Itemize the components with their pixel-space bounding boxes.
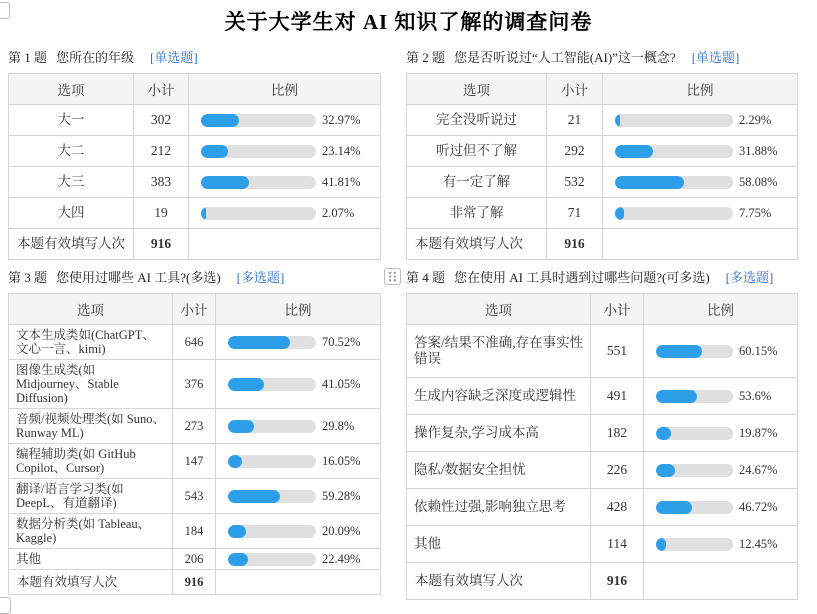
- column-header-ratio: 比例: [644, 294, 798, 325]
- question-section-3: [8, 268, 381, 595]
- table-header-row: [407, 294, 798, 325]
- ratio-cell: [216, 479, 381, 514]
- option-label: 大三: [9, 167, 134, 198]
- ratio-bar-fill: [228, 553, 248, 566]
- ratio-bar-fill: [656, 390, 697, 403]
- option-count: 21: [547, 105, 603, 136]
- table-row: [407, 198, 798, 229]
- ratio-cell: [603, 167, 798, 198]
- table-footer-row: [407, 229, 798, 260]
- table-row: [9, 360, 381, 409]
- ratio-cell: [644, 415, 798, 452]
- option-label: 操作复杂,学习成本高: [407, 415, 591, 452]
- percent-label: 22.49%: [322, 552, 361, 566]
- column-header-ratio: 比例: [216, 294, 381, 325]
- question-type-link[interactable]: [单选题]: [691, 50, 740, 65]
- table-header-row: [9, 74, 381, 105]
- ratio-bar-fill: [615, 176, 684, 189]
- question-type-link[interactable]: [多选题]: [236, 270, 285, 285]
- ratio-bar-track: [201, 145, 316, 158]
- table-row: [9, 479, 381, 514]
- ratio-bar-fill: [656, 501, 692, 514]
- ratio-bar-fill: [228, 490, 280, 503]
- option-label: 大二: [9, 136, 134, 167]
- option-count: 114: [591, 526, 644, 563]
- option-label: 依赖性过强,影响独立思考: [407, 489, 591, 526]
- option-label: 数据分析类(如 Tableau、Kaggle): [9, 514, 173, 549]
- ratio-cell: [644, 325, 798, 378]
- empty-cell: [189, 229, 381, 260]
- option-count: 646: [173, 325, 216, 360]
- table-row: [9, 105, 381, 136]
- option-label: 非常了解: [407, 198, 547, 229]
- ratio-cell: [216, 409, 381, 444]
- empty-cell: [644, 563, 798, 600]
- question-type-link[interactable]: [多选题]: [725, 270, 774, 285]
- percent-label: 16.05%: [322, 454, 361, 468]
- option-count: 532: [547, 167, 603, 198]
- ratio-bar-track: [228, 490, 316, 503]
- table-row: [9, 444, 381, 479]
- percent-label: 2.29%: [739, 113, 772, 127]
- table-row: [9, 136, 381, 167]
- option-label: 完全没听说过: [407, 105, 547, 136]
- ratio-bar-fill: [656, 427, 671, 440]
- column-header-ratio: 比例: [189, 74, 381, 105]
- option-count: 383: [134, 167, 189, 198]
- ratio-bar-fill: [228, 378, 264, 391]
- percent-label: 46.72%: [739, 500, 778, 514]
- option-label: 答案/结果不准确,存在事实性错误: [407, 325, 591, 378]
- percent-label: 32.97%: [322, 113, 361, 127]
- percent-label: 31.88%: [739, 144, 778, 158]
- option-count: 292: [547, 136, 603, 167]
- ratio-cell: [644, 378, 798, 415]
- table-row: [9, 198, 381, 229]
- drag-handle-icon[interactable]: [0, 597, 11, 614]
- table-row: [407, 167, 798, 198]
- ratio-bar-track: [201, 207, 316, 220]
- percent-label: 60.15%: [739, 344, 778, 358]
- ratio-bar-track: [228, 378, 316, 391]
- question-section-1: [8, 48, 381, 260]
- question-title: 您使用过哪些 AI 工具?(多选): [56, 270, 221, 285]
- ratio-bar-track: [228, 525, 316, 538]
- valid-responses-label: 本题有效填写人次: [9, 570, 173, 595]
- table-row: [407, 378, 798, 415]
- percent-label: 12.45%: [739, 537, 778, 551]
- ratio-bar-track: [656, 538, 733, 551]
- option-label: 大一: [9, 105, 134, 136]
- drag-handle-icon[interactable]: [384, 268, 401, 285]
- ratio-bar-fill: [201, 207, 206, 220]
- option-count: 543: [173, 479, 216, 514]
- ratio-bar-fill: [656, 464, 675, 477]
- percent-label: 19.87%: [739, 426, 778, 440]
- ratio-cell: [216, 514, 381, 549]
- option-count: 147: [173, 444, 216, 479]
- column-header-option: 选项: [9, 294, 173, 325]
- question-header: [8, 268, 381, 288]
- ratio-bar-fill: [615, 145, 653, 158]
- option-label: 生成内容缺乏深度或逻辑性: [407, 378, 591, 415]
- empty-cell: [216, 570, 381, 595]
- option-label: 其他: [407, 526, 591, 563]
- column-header-option: 选项: [407, 294, 591, 325]
- option-count: 428: [591, 489, 644, 526]
- ratio-bar-fill: [656, 538, 666, 551]
- percent-label: 24.67%: [739, 463, 778, 477]
- ratio-cell: [216, 360, 381, 409]
- valid-responses-label: 本题有效填写人次: [407, 563, 591, 600]
- ratio-cell: [644, 452, 798, 489]
- ratio-bar-track: [615, 145, 733, 158]
- valid-responses-count: 916: [547, 229, 603, 260]
- ratio-bar-fill: [656, 345, 702, 358]
- percent-label: 20.09%: [322, 524, 361, 538]
- ratio-bar-fill: [201, 145, 228, 158]
- ratio-bar-track: [228, 336, 316, 349]
- question-header: [8, 48, 381, 68]
- column-header-count: 小计: [591, 294, 644, 325]
- ratio-bar-fill: [201, 176, 249, 189]
- column-header-count: 小计: [547, 74, 603, 105]
- valid-responses-label: 本题有效填写人次: [407, 229, 547, 260]
- option-label: 文本生成类如(ChatGPT、文心一言、kimi): [9, 325, 173, 360]
- question-title: 您在使用 AI 工具时遇到过哪些问题?(可多选): [454, 270, 710, 285]
- question-number: 第 4 题: [406, 270, 446, 285]
- ratio-bar-fill: [228, 420, 254, 433]
- table-row: [407, 415, 798, 452]
- option-count: 71: [547, 198, 603, 229]
- valid-responses-count: 916: [134, 229, 189, 260]
- percent-label: 2.07%: [322, 206, 355, 220]
- option-label: 翻译/语言学习类(如 DeepL、有道翻译): [9, 479, 173, 514]
- ratio-bar-track: [656, 501, 733, 514]
- table-row: [407, 489, 798, 526]
- table-row: [9, 325, 381, 360]
- percent-label: 70.52%: [322, 335, 361, 349]
- option-label: 图像生成类(如 Midjourney、Stable Diffusion): [9, 360, 173, 409]
- results-table: [406, 293, 798, 600]
- valid-responses-count: 916: [591, 563, 644, 600]
- option-label: 有一定了解: [407, 167, 547, 198]
- percent-label: 7.75%: [739, 206, 772, 220]
- results-table: [8, 73, 381, 260]
- option-label: 音频/视频处理类(如 Suno、Runway ML): [9, 409, 173, 444]
- ratio-cell: [189, 198, 381, 229]
- column-header-ratio: 比例: [603, 74, 798, 105]
- ratio-bar-track: [615, 176, 733, 189]
- percent-label: 53.6%: [739, 389, 772, 403]
- option-label: 大四: [9, 198, 134, 229]
- question-section-4: [406, 268, 798, 600]
- percent-label: 23.14%: [322, 144, 361, 158]
- option-count: 182: [591, 415, 644, 452]
- ratio-bar-track: [656, 345, 733, 358]
- table-row: [407, 105, 798, 136]
- option-count: 19: [134, 198, 189, 229]
- option-count: 212: [134, 136, 189, 167]
- option-count: 376: [173, 360, 216, 409]
- ratio-bar-track: [201, 114, 316, 127]
- percent-label: 41.81%: [322, 175, 361, 189]
- ratio-bar-track: [656, 427, 733, 440]
- question-number: 第 1 题: [8, 50, 48, 65]
- ratio-cell: [603, 105, 798, 136]
- option-count: 206: [173, 549, 216, 570]
- ratio-cell: [644, 526, 798, 563]
- ratio-bar-track: [615, 207, 733, 220]
- ratio-bar-fill: [615, 114, 620, 127]
- ratio-bar-fill: [201, 114, 239, 127]
- page-title: 关于大学生对 AI 知识了解的调查问卷: [224, 10, 593, 34]
- results-table: [8, 293, 381, 595]
- table-row: [407, 325, 798, 378]
- question-header: [406, 268, 798, 288]
- question-section-2: [406, 48, 798, 260]
- results-table: [406, 73, 798, 260]
- ratio-cell: [603, 136, 798, 167]
- table-row: [9, 167, 381, 198]
- option-count: 226: [591, 452, 644, 489]
- question-type-link[interactable]: [单选题]: [150, 50, 198, 65]
- column-header-count: 小计: [134, 74, 189, 105]
- table-row: [9, 549, 381, 570]
- question-title: 您所在的年级: [56, 50, 135, 65]
- ratio-bar-track: [201, 176, 316, 189]
- table-row: [9, 514, 381, 549]
- ratio-bar-fill: [228, 336, 290, 349]
- empty-cell: [603, 229, 798, 260]
- table-header-row: [9, 294, 381, 325]
- option-label: 编程辅助类(如 GitHub Copilot、Cursor): [9, 444, 173, 479]
- table-footer-row: [9, 570, 381, 595]
- ratio-bar-track: [615, 114, 733, 127]
- option-label: 其他: [9, 549, 173, 570]
- column-header-option: 选项: [9, 74, 134, 105]
- valid-responses-count: 916: [173, 570, 216, 595]
- table-row: [407, 136, 798, 167]
- ratio-cell: [644, 489, 798, 526]
- question-title: 您是否听说过“人工智能(AI)”这一概念?: [454, 50, 676, 65]
- ratio-cell: [189, 136, 381, 167]
- ratio-cell: [216, 549, 381, 570]
- option-count: 302: [134, 105, 189, 136]
- option-count: 491: [591, 378, 644, 415]
- table-header-row: [407, 74, 798, 105]
- ratio-bar-track: [656, 390, 733, 403]
- table-row: [407, 526, 798, 563]
- ratio-bar-fill: [228, 455, 242, 468]
- ratio-bar-track: [228, 455, 316, 468]
- valid-responses-label: 本题有效填写人次: [9, 229, 134, 260]
- option-count: 551: [591, 325, 644, 378]
- option-label: 听过但不了解: [407, 136, 547, 167]
- question-number: 第 2 题: [406, 50, 446, 65]
- ratio-bar-track: [228, 420, 316, 433]
- percent-label: 41.05%: [322, 377, 361, 391]
- option-count: 273: [173, 409, 216, 444]
- percent-label: 59.28%: [322, 489, 361, 503]
- ratio-cell: [189, 167, 381, 198]
- ratio-bar-fill: [615, 207, 624, 220]
- table-row: [407, 452, 798, 489]
- table-footer-row: [407, 563, 798, 600]
- ratio-bar-track: [228, 553, 316, 566]
- column-header-count: 小计: [173, 294, 216, 325]
- table-footer-row: [9, 229, 381, 260]
- ratio-cell: [216, 325, 381, 360]
- drag-handle-icon[interactable]: [0, 2, 10, 19]
- option-label: 隐私/数据安全担忧: [407, 452, 591, 489]
- question-header: [406, 48, 798, 68]
- ratio-cell: [603, 198, 798, 229]
- table-row: [9, 409, 381, 444]
- grip-dots-icon: [388, 271, 397, 282]
- ratio-bar-fill: [228, 525, 246, 538]
- option-count: 184: [173, 514, 216, 549]
- question-number: 第 3 题: [8, 270, 48, 285]
- ratio-bar-track: [656, 464, 733, 477]
- ratio-cell: [216, 444, 381, 479]
- ratio-cell: [189, 105, 381, 136]
- percent-label: 29.8%: [322, 419, 355, 433]
- column-header-option: 选项: [407, 74, 547, 105]
- percent-label: 58.08%: [739, 175, 778, 189]
